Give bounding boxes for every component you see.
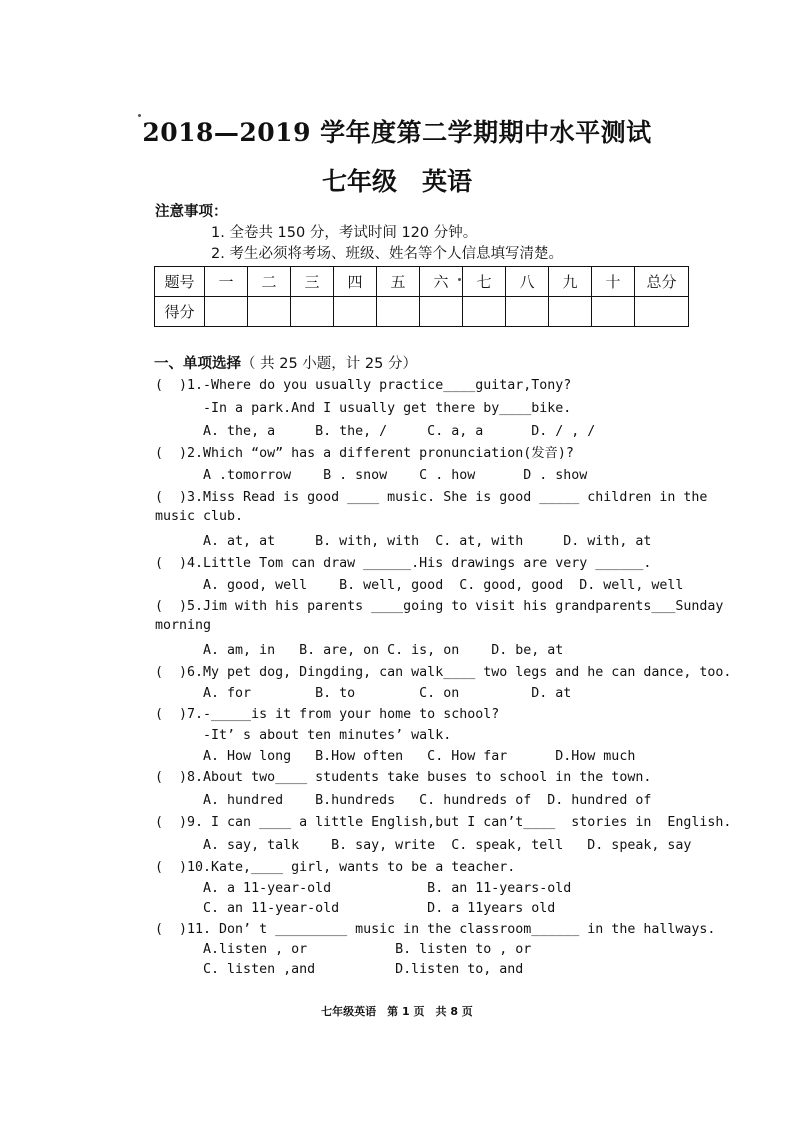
header-cell: 题号 <box>155 267 205 297</box>
score-table <box>154 266 689 327</box>
question-line: ( )1.-Where do you usually practice____guitar,Tony? <box>155 378 572 393</box>
question-line: ( )3.Miss Read is good ____ music. She is good _____ children in the <box>155 490 708 505</box>
question-line: ( )8.About two____ students take buses to school in the town. <box>155 770 652 785</box>
question-line: A. hundred B.hundreds C. hundreds of D. hundred of <box>155 793 652 808</box>
score-cell[interactable] <box>506 297 549 327</box>
header-cell: 四 <box>334 267 377 297</box>
question-line: A. am, in B. are, on C. is, on D. be, at <box>155 643 564 658</box>
score-table-score-row <box>155 297 689 327</box>
section-heading <box>154 352 417 373</box>
header-cell: 二 <box>248 267 291 297</box>
question-line: ( )2.Which “ow” has a different pronunciation(发音)? <box>155 446 574 461</box>
question-line: C. an 11-year-old D. a 11years old <box>155 901 556 916</box>
score-row-label: 得分 <box>155 297 205 327</box>
question-line: A. a 11-year-old B. an 11-years-old <box>155 881 572 896</box>
question-line: -In a park.And I usually get there by____bike. <box>155 401 572 416</box>
notes-block <box>155 202 563 265</box>
header-cell: 一 <box>205 267 248 297</box>
question-line: ( )7.-_____is it from your home to school? <box>155 707 500 722</box>
header-cell: 七 <box>463 267 506 297</box>
header-cell: 五 <box>377 267 420 297</box>
score-cell[interactable] <box>420 297 463 327</box>
score-cell[interactable] <box>377 297 420 327</box>
score-cell[interactable] <box>463 297 506 327</box>
scan-speck <box>458 278 461 281</box>
score-cell[interactable] <box>334 297 377 327</box>
header-cell: 九 <box>549 267 592 297</box>
question-line: ( )4.Little Tom can draw ______.His drawings are very ______. <box>155 556 652 571</box>
question-line: ( )10.Kate,____ girl, wants to be a teacher. <box>155 860 516 875</box>
notes-item: 2. 考生必须将考场、班级、姓名等个人信息填写清楚。 <box>211 246 563 262</box>
exam-title: 2018—2019 学年度第二学期期中水平测试 <box>142 118 652 147</box>
question-line: A. for B. to C. on D. at <box>155 686 572 701</box>
score-cell[interactable] <box>248 297 291 327</box>
question-line: A. the, a B. the, / C. a, a D. / , / <box>155 424 596 439</box>
header-cell: 八 <box>506 267 549 297</box>
question-line: ( )11. Don’ t _________ music in the classroom______ in the hallways. <box>155 922 716 937</box>
question-line: morning <box>155 618 212 633</box>
question-line: music club. <box>155 509 244 524</box>
question-line: A. How long B.How often C. How far D.How much <box>155 749 636 764</box>
question-line: A .tomorrow B . snow C . how D . show <box>155 468 588 483</box>
question-line: A. good, well B. well, good C. good, good D. well, well <box>155 578 684 593</box>
question-line: ( )6.My pet dog, Dingding, can walk____ two legs and he can dance, too. <box>155 665 732 680</box>
question-line: A.listen , or B. listen to , or <box>155 942 532 957</box>
score-table-header-row <box>155 267 689 297</box>
score-cell[interactable] <box>592 297 635 327</box>
score-cell[interactable] <box>205 297 248 327</box>
question-line: A. say, talk B. say, write C. speak, tell D. speak, say <box>155 838 692 853</box>
section-title: 一、单项选择 <box>154 356 241 372</box>
question-line: ( )5.Jim with his parents ____going to visit his grandparents___Sunday <box>155 599 724 614</box>
question-line: ( )9. I can ____ a little English,but I can’t____ stories in English. <box>155 815 732 830</box>
header-cell: 三 <box>291 267 334 297</box>
page-footer: 七年级英语 第 1 页 共 8 页 <box>321 1005 473 1018</box>
notes-heading: 注意事项： <box>155 204 228 220</box>
question-line: -It’ s about ten minutes’ walk. <box>155 728 452 743</box>
scan-speck <box>138 114 141 117</box>
score-cell[interactable] <box>291 297 334 327</box>
question-line: A. at, at B. with, with C. at, with D. with, at <box>155 534 652 549</box>
notes-item: 1. 全卷共 150 分，考试时间 120 分钟。 <box>211 225 478 241</box>
header-cell: 六 <box>420 267 463 297</box>
header-cell: 十 <box>592 267 635 297</box>
question-line: C. listen ,and D.listen to, and <box>155 962 524 977</box>
header-cell: 总分 <box>635 267 689 297</box>
section-note: （ 共 25 小题，计 25 分） <box>241 356 417 372</box>
exam-subtitle: 七年级 英语 <box>321 167 472 196</box>
score-cell[interactable] <box>549 297 592 327</box>
score-cell[interactable] <box>635 297 689 327</box>
